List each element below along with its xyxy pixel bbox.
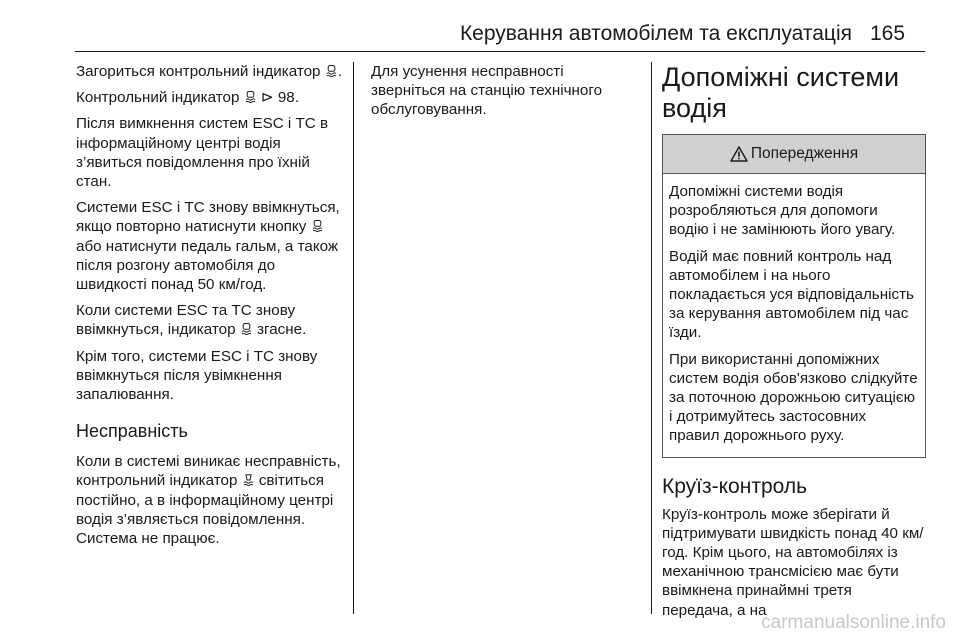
- paragraph: [76, 452, 346, 548]
- paragraph: Для усунення несправності зверніться на станцію технічного обслуговування.: [371, 63, 603, 119]
- header-divider: [75, 51, 925, 52]
- paragraph: Круїз-контроль може зберігати й підтримувати швидкість понад 40 км/год. Крім цього, на автомобілях із механічною трансмісією має бути ввімкнена принаймні третя передача, а на: [662, 505, 924, 619]
- warning-header: [663, 135, 925, 174]
- column-middle: [371, 62, 641, 127]
- column-right: [662, 62, 926, 627]
- paragraph: Водій має повний контроль над автомобілем і на нього покладається уся відповідальність за керування автомобілем під час їзди.: [669, 247, 914, 342]
- page-header-title: Керування автомобілем та експлуатація: [459, 22, 852, 45]
- paragraph: [76, 62, 346, 81]
- column-left: [76, 62, 346, 555]
- section-heading-cruise-control: Круїз-контроль: [662, 474, 808, 498]
- paragraph-text: Коли системи ESC та TC знову ввімкнуться, індикатор: [76, 302, 296, 339]
- paragraph-text: .: [337, 63, 342, 80]
- page-reference-arrow-icon: ⊳: [260, 89, 274, 107]
- page-reference: 98.: [273, 89, 299, 107]
- esc-off-icon: [241, 323, 252, 335]
- paragraph: Допоміжні системи водія розробляються для допомоги водію і не замінюють його увагу.: [669, 183, 896, 239]
- paragraph: [76, 198, 346, 294]
- page-number: 165: [870, 22, 906, 45]
- paragraph: При використанні допоміжних систем водія обов'язково слідкуйте за поточною дорожньою ситуацією і дотримуйтесь застосовних правил дорожнього руху.: [669, 350, 918, 445]
- watermark: carmanualsonline.info: [761, 612, 946, 633]
- paragraph-text: Контрольний індикатор: [76, 89, 244, 107]
- paragraph: Крім того, системи ESC і TC знову ввімкнуться після увімкнення запалювання.: [76, 347, 318, 404]
- paragraph: [76, 301, 346, 339]
- paragraph-text: згасне.: [252, 321, 307, 339]
- paragraph-text: або натиснути педаль гальм, а також після розгону автомобіля до швидкості понад 50 км/год.: [76, 237, 339, 294]
- paragraph-text: Загориться контрольний індикатор: [76, 63, 325, 80]
- warning-body: [663, 174, 925, 457]
- warning-triangle-icon: [730, 146, 748, 162]
- section-heading-driver-assistance: Допоміжні системи водія: [662, 62, 900, 123]
- esc-off-icon: [245, 91, 256, 103]
- column-divider: [651, 62, 652, 614]
- paragraph-text: Системи ESC і TC знову ввімкнуться, якщо повторно натиснути кнопку: [76, 199, 340, 236]
- esc-warning-icon: [243, 474, 254, 486]
- section-heading-fault: Несправність: [76, 421, 188, 442]
- column-divider: [353, 62, 354, 614]
- esc-off-icon: [312, 220, 323, 232]
- paragraph-text: світиться постійно, а в інформаційному центрі водія з’являється повідомлення. Система не працює.: [76, 472, 334, 548]
- warning-box: [662, 134, 926, 458]
- warning-title: Попередження: [750, 145, 859, 163]
- paragraph-text: Коли в системі виникає несправність, контрольний індикатор: [76, 453, 341, 490]
- paragraph: Після вимкнення систем ESC і TC в інформаційному центрі водія з’явиться повідомлення про їхній стан.: [76, 115, 329, 191]
- esc-off-icon: [326, 65, 337, 77]
- paragraph: [76, 88, 346, 107]
